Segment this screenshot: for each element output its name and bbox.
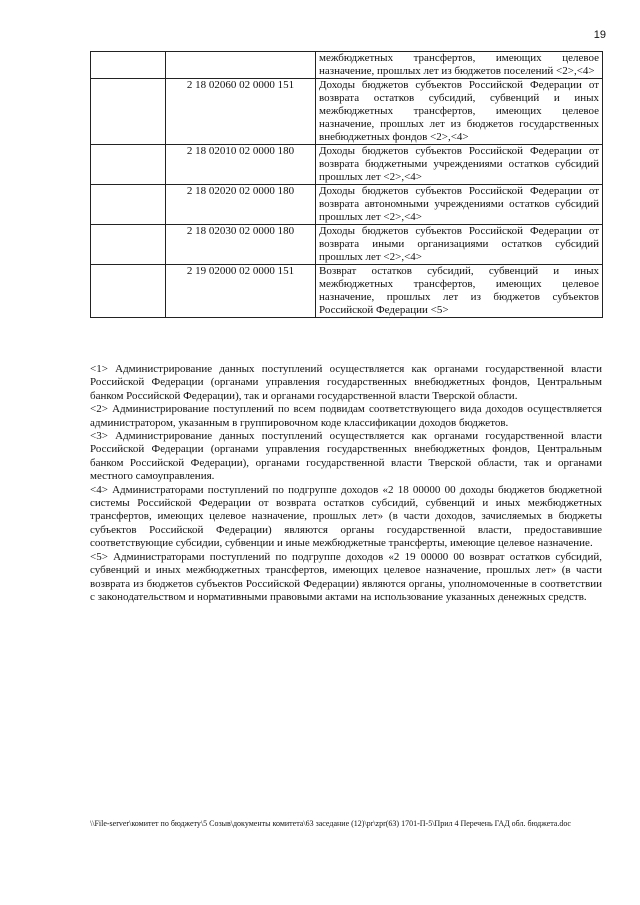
revenue-description-cell: Возврат остатков субсидий, субвенций и иных межбюджетных трансфертов, имеющих целевое назначение, прошлых лет из бюджетов субъектов Российской Федерации <5> [316, 265, 603, 318]
admin-code-cell [91, 145, 166, 185]
revenue-code-cell: 2 19 02000 02 0000 151 [166, 265, 316, 318]
admin-code-cell [91, 79, 166, 145]
revenue-code-cell: 2 18 02010 02 0000 180 [166, 145, 316, 185]
revenue-description-cell: Доходы бюджетов субъектов Российской Федерации от возврата автономными учреждениями остатков субсидий прошлых лет <2>,<4> [316, 185, 603, 225]
revenue-code-cell: 2 18 02030 02 0000 180 [166, 225, 316, 265]
page-number: 19 [593, 29, 606, 41]
table-row [91, 225, 603, 265]
revenue-description-cell: Доходы бюджетов субъектов Российской Федерации от возврата остатков субсидий, субвенций и иных межбюджетных трансфертов, имеющих целевое назначение, прошлых лет из бюджетов государственных внебюджетных фондов <2>,<4> [316, 79, 603, 145]
table-row [91, 145, 603, 185]
footnote-2: <2> Администрирование поступлений по всем подвидам соответствующего вида доходов осуществляется администратором, указанным в группировочном коде классификации доходов бюджетов. [90, 403, 602, 429]
table-row [91, 185, 603, 225]
footnote-1: <1> Администрирование данных поступлений осуществляется как органами государственной власти Российской Федерации (органами управления государственных внебюджетных фондов, Центральным банком Российской Федерации), так и органами государственной власти Тверской области. [90, 363, 602, 402]
table-row [91, 265, 603, 318]
revenue-description-cell: Доходы бюджетов субъектов Российской Федерации от возврата иными организациями остатков субсидий прошлых лет <2>,<4> [316, 225, 603, 265]
revenue-code-cell: 2 18 02020 02 0000 180 [166, 185, 316, 225]
revenue-codes-table [90, 51, 603, 318]
revenue-code-cell: 2 18 02060 02 0000 151 [166, 79, 316, 145]
footnote-3: <3> Администрирование данных поступлений осуществляется как органами государственной власти Российской Федерации (органами управления государственных внебюджетных фондов, Центральным банком Российской Федерации), органами государственной власти Тверской области, так и органами местного самоуправления. [90, 430, 602, 483]
revenue-description-cell: межбюджетных трансфертов, имеющих целевое назначение, прошлых лет из бюджетов поселений <2>,<4> [316, 52, 603, 79]
admin-code-cell [91, 265, 166, 318]
table-row [91, 52, 603, 79]
document-file-path: \\File-server\комитет по бюджету\5 Созыв\документы комитета\63 заседание (12)\pr\zpr(63) 1701-П-5\Прил 4 Перечень ГАД обл. бюджета.doc [90, 819, 571, 828]
revenue-description-cell: Доходы бюджетов субъектов Российской Федерации от возврата бюджетными учреждениями остатков субсидий прошлых лет <2>,<4> [316, 145, 603, 185]
footnotes [90, 363, 602, 604]
footnote-5: <5> Администраторами поступлений по подгруппе доходов «2 19 00000 00 возврат остатков субсидий, субвенций и иных межбюджетных трансфертов, имеющих целевое назначение, прошлых лет» (в части возврата из бюджетов субъектов Российской Федерации) являются органы, уполномоченные в соответствии с законодательством и нормативными правовыми актами на использование указанных денежных средств. [90, 550, 602, 603]
admin-code-cell [91, 52, 166, 79]
footnote-4: <4> Администраторами поступлений по подгруппе доходов «2 18 00000 00 доходы бюджетов бюджетной системы Российской Федерации от возврата остатков субсидий, субвенций и иных межбюджетных трансфертов, имеющих целевое назначение, прошлых лет» (в части доходов, зачисляемых в бюджеты субъектов Российской Федерации) являются органы государственной власти, предоставившие соответствующие субсидии, субвенции и иные межбюджетные трансферты, имеющие целевое назначение. [90, 483, 602, 550]
table-row [91, 79, 603, 145]
revenue-code-cell [166, 52, 316, 79]
admin-code-cell [91, 185, 166, 225]
admin-code-cell [91, 225, 166, 265]
